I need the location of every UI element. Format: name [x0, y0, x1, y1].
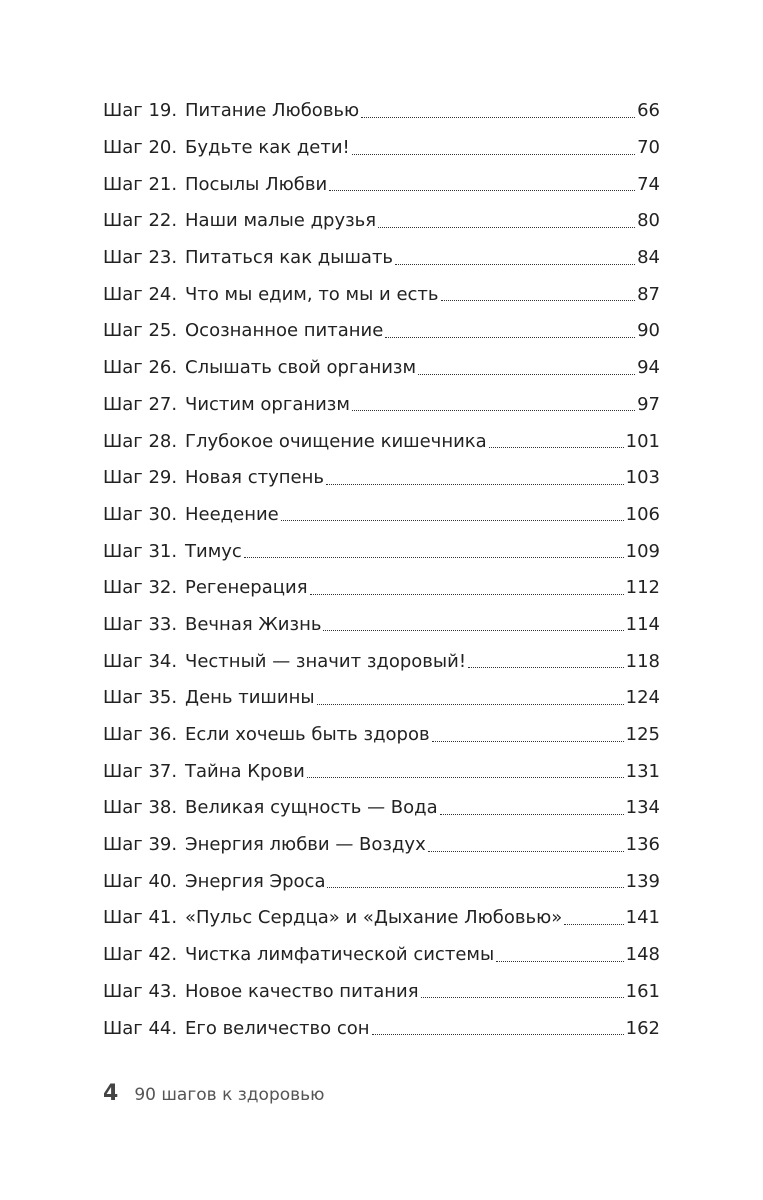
toc-title: Осознанное питание: [185, 320, 384, 342]
footer-page-number: 4: [103, 1081, 119, 1106]
toc-page-number: 101: [625, 430, 660, 452]
toc-title: Энергия любви — Воздух: [185, 834, 426, 856]
dot-leader: [323, 630, 623, 631]
toc-page-number: 161: [625, 980, 660, 1002]
toc-entry[interactable]: [103, 276, 660, 313]
toc-entry[interactable]: [103, 240, 660, 277]
toc-title: Неедение: [185, 503, 279, 525]
toc-page-number: 87: [637, 283, 660, 305]
toc-page-number: 118: [625, 650, 660, 672]
toc-title: Что мы едим, то мы и есть: [185, 283, 439, 305]
toc-step-label: Шаг 36.: [103, 724, 178, 746]
toc-step-label: Шаг 42.: [103, 944, 178, 966]
toc-step-label: Шаг 24.: [103, 283, 178, 305]
toc-entry[interactable]: [103, 533, 660, 570]
dot-leader: [361, 117, 635, 118]
toc-page-number: 106: [625, 503, 660, 525]
toc-page-number: 80: [637, 210, 660, 232]
dot-leader: [378, 227, 635, 228]
toc-title: Энергия Эроса: [185, 870, 326, 892]
toc-step-label: Шаг 40.: [103, 870, 178, 892]
dot-leader: [317, 704, 624, 705]
toc-entry[interactable]: [103, 497, 660, 534]
dot-leader: [327, 887, 623, 888]
toc-title: Новое качество питания: [185, 980, 419, 1002]
dot-leader: [352, 154, 635, 155]
toc-step-label: Шаг 20.: [103, 137, 178, 159]
footer-book-title: 90 шагов к здоровью: [134, 1085, 325, 1105]
toc-step-label: Шаг 21.: [103, 173, 178, 195]
toc-entry[interactable]: [103, 790, 660, 827]
toc-entry[interactable]: [103, 974, 660, 1011]
toc-page-number: 103: [625, 467, 660, 489]
toc-title: Великая сущность — Вода: [185, 797, 438, 819]
toc-title: Питание Любовью: [185, 100, 360, 122]
toc-page-number: 124: [625, 687, 660, 709]
toc-page-number: 74: [637, 173, 660, 195]
toc-page-number: 125: [625, 724, 660, 746]
toc-entry[interactable]: [103, 1010, 660, 1047]
toc-step-label: Шаг 39.: [103, 834, 178, 856]
toc-page-number: 139: [625, 870, 660, 892]
dot-leader: [428, 851, 624, 852]
dot-leader: [564, 924, 623, 925]
dot-leader: [326, 484, 624, 485]
toc-page-number: 94: [637, 357, 660, 379]
dot-leader: [307, 777, 624, 778]
dot-leader: [372, 1034, 624, 1035]
dot-leader: [329, 190, 635, 191]
toc-entry[interactable]: [103, 717, 660, 754]
toc-title: Чистка лимфатической системы: [185, 944, 495, 966]
toc-page-number: 97: [637, 393, 660, 415]
toc-title: Наши малые друзья: [185, 210, 377, 232]
toc-page-number: 141: [625, 907, 660, 929]
toc-step-label: Шаг 35.: [103, 687, 178, 709]
toc-title: Регенерация: [185, 577, 308, 599]
toc-title: Новая ступень: [185, 467, 324, 489]
toc-title: Чистим организм: [185, 393, 350, 415]
toc-step-label: Шаг 29.: [103, 467, 178, 489]
toc-page-number: 131: [625, 760, 660, 782]
toc-step-label: Шаг 19.: [103, 100, 178, 122]
page-footer: [103, 1081, 324, 1106]
toc-step-label: Шаг 27.: [103, 393, 178, 415]
toc-title: Посылы Любви: [185, 173, 328, 195]
toc-entry[interactable]: [103, 93, 660, 130]
dot-leader: [489, 447, 624, 448]
toc-entry[interactable]: [103, 827, 660, 864]
toc-title: Тимус: [185, 540, 242, 562]
toc-step-label: Шаг 37.: [103, 760, 178, 782]
toc-page-number: 109: [625, 540, 660, 562]
toc-title: Его величество сон: [185, 1017, 370, 1039]
toc-step-label: Шаг 38.: [103, 797, 178, 819]
dot-leader: [441, 300, 636, 301]
toc-entry[interactable]: [103, 166, 660, 203]
toc-title: Глубокое очищение кишечника: [185, 430, 487, 452]
toc-title: День тишины: [185, 687, 315, 709]
dot-leader: [432, 741, 624, 742]
toc-page-number: 84: [637, 247, 660, 269]
toc-entry[interactable]: [103, 460, 660, 497]
toc-entry[interactable]: [103, 680, 660, 717]
toc-page-number: 162: [625, 1017, 660, 1039]
toc-entry[interactable]: [103, 607, 660, 644]
toc-page-number: 70: [637, 137, 660, 159]
toc-entry[interactable]: [103, 423, 660, 460]
toc-step-label: Шаг 22.: [103, 210, 178, 232]
toc-entry[interactable]: [103, 937, 660, 974]
toc-page-number: 134: [625, 797, 660, 819]
dot-leader: [244, 557, 624, 558]
toc-page-number: 136: [625, 834, 660, 856]
dot-leader: [352, 410, 635, 411]
toc-entry[interactable]: [103, 753, 660, 790]
toc-step-label: Шаг 33.: [103, 613, 178, 635]
toc-step-label: Шаг 23.: [103, 247, 178, 269]
toc-title: Если хочешь быть здоров: [185, 724, 430, 746]
toc-title: Питаться как дышать: [185, 247, 394, 269]
toc-page-number: 112: [625, 577, 660, 599]
toc-step-label: Шаг 28.: [103, 430, 178, 452]
toc-step-label: Шаг 31.: [103, 540, 178, 562]
toc-step-label: Шаг 30.: [103, 503, 178, 525]
toc-title: Будьте как дети!: [185, 137, 350, 159]
toc-title: Честный — значит здоровый!: [185, 650, 467, 672]
toc-entry[interactable]: [103, 863, 660, 900]
toc-step-label: Шаг 26.: [103, 357, 178, 379]
table-of-contents: [103, 93, 660, 1047]
dot-leader: [281, 520, 624, 521]
toc-page-number: 90: [637, 320, 660, 342]
toc-page-number: 114: [625, 613, 660, 635]
toc-entry[interactable]: [103, 570, 660, 607]
toc-entry[interactable]: [103, 387, 660, 424]
dot-leader: [496, 961, 623, 962]
dot-leader: [468, 667, 624, 668]
toc-entry[interactable]: [103, 350, 660, 387]
toc-title: Вечная Жизнь: [185, 613, 322, 635]
toc-step-label: Шаг 43.: [103, 980, 178, 1002]
toc-page-number: 66: [637, 100, 660, 122]
toc-title: Слышать свой организм: [185, 357, 417, 379]
dot-leader: [385, 337, 635, 338]
dot-leader: [421, 997, 624, 998]
toc-step-label: Шаг 25.: [103, 320, 178, 342]
toc-entry[interactable]: [103, 203, 660, 240]
toc-step-label: Шаг 34.: [103, 650, 178, 672]
toc-page-number: 148: [625, 944, 660, 966]
toc-title: Тайна Крови: [185, 760, 305, 782]
toc-entry[interactable]: [103, 313, 660, 350]
toc-entry[interactable]: [103, 130, 660, 167]
dot-leader: [440, 814, 624, 815]
dot-leader: [310, 594, 624, 595]
toc-title: «Пульс Сердца» и «Дыхание Любовью»: [185, 907, 563, 929]
dot-leader: [418, 374, 635, 375]
toc-entry[interactable]: [103, 900, 660, 937]
toc-step-label: Шаг 41.: [103, 907, 178, 929]
toc-step-label: Шаг 44.: [103, 1017, 178, 1039]
toc-step-label: Шаг 32.: [103, 577, 178, 599]
toc-entry[interactable]: [103, 643, 660, 680]
dot-leader: [395, 264, 635, 265]
